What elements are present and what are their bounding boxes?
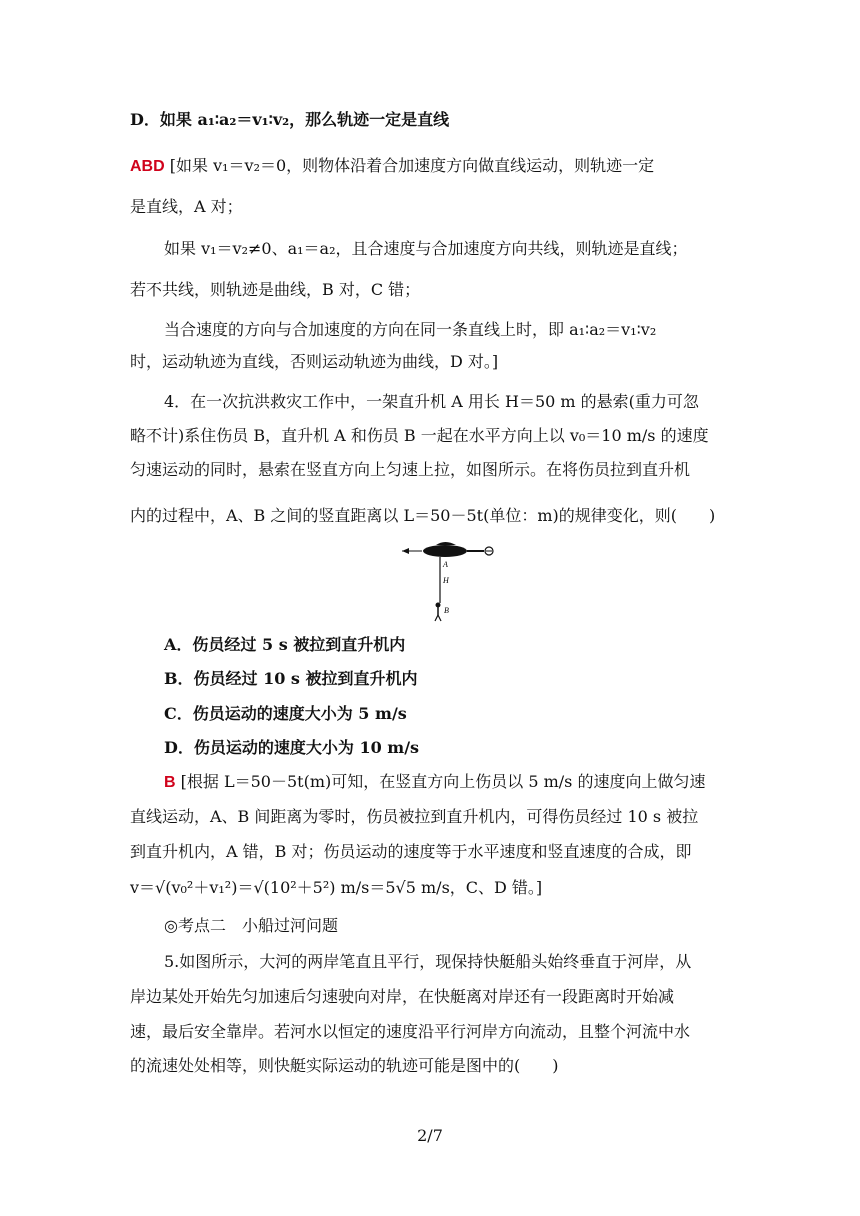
label-a: A [443,560,448,569]
arrow-head-icon [402,548,409,554]
explanation-text: 直线运动，A、B 间距离为零时，伤员被拉到直升机内，可得伤员经过 10 s 被拉 [130,807,699,826]
option-a-q4: A．伤员经过 5 s 被拉到直升机内 [164,635,406,654]
option-c-q4: C．伤员运动的速度大小为 5 m/s [164,704,407,723]
option-b-q4: B．伤员经过 10 s 被拉到直升机内 [164,669,418,688]
explanation-formula: v＝√(v₀²＋v₁²)＝√(10²＋5²) m/s＝5√5 m/s，C、D 错。] [130,878,543,897]
answer-q4-line [164,771,732,794]
section-heading: ◎考点二 小船过河问题 [164,916,338,935]
explanation-text: 到直升机内，A 错，B 对；伤员运动的速度等于水平速度和竖直速度的合成，即 [130,842,692,861]
helicopter-figure [400,535,500,625]
answer-key-q4: B [164,774,176,791]
explanation-text: 当合速度的方向与合加速度的方向在同一条直线上时，即 a₁∶a₂＝v₁∶v₂ [164,320,657,339]
explanation-text: 如果 v₁＝v₂≠0、a₁＝a₂，且合速度与合加速度方向共线，则轨迹是直线； [164,239,688,258]
option-d-q4: D．伤员运动的速度大小为 10 m/s [164,738,420,757]
question-4-text: 略不计)系住伤员 B，直升机 A 和伤员 B 一起在水平方向上以 v₀＝10 m/s 的速度 [130,426,709,445]
question-4-text: 匀速运动的同时，悬索在竖直方向上匀速上拉，如图所示。在将伤员拉到直升机 [130,460,691,479]
label-h: H [443,576,449,585]
person-head-icon [436,603,441,608]
answer-key-q3: ABD [130,158,165,175]
explanation-text: 若不共线，则轨迹是曲线，B 对，C 错； [130,280,421,299]
question-5-text: 的流速处处相等，则快艇实际运动的轨迹可能是图中的( ) [130,1056,559,1075]
option-d-q3: D．如果 a₁∶a₂＝v₁∶v₂，那么轨迹一定是直线 [130,110,450,129]
question-4-text: 4．在一次抗洪救灾工作中，一架直升机 A 用长 H＝50 m 的悬索(重力可忽 [164,392,699,411]
explanation-text: 是直线，A 对； [130,197,243,216]
person-leg [438,615,441,621]
question-5-text: 速，最后安全靠岸。若河水以恒定的速度沿平行河岸方向流动，且整个河流中水 [130,1022,691,1041]
helicopter-cabin [436,542,456,545]
explanation-text: 时，运动轨迹为直线，否则运动轨迹为曲线，D 对。] [130,352,499,371]
helicopter-body [423,545,467,557]
person-leg [435,615,438,621]
explanation-text: [如果 v₁＝v₂＝0，则物体沿着合加速度方向做直线运动，则轨迹一定 [169,156,655,175]
question-4-text: 内的过程中，A、B 之间的竖直距离以 L＝50－5t(单位：m)的规律变化，则( ) [130,506,716,525]
question-5-text: 5.如图所示，大河的两岸笔直且平行，现保持快艇船头始终垂直于河岸，从 [164,952,692,971]
answer-q3-line [130,155,732,178]
explanation-text: [根据 L＝50－5t(m)可知，在竖直方向上伤员以 5 m/s 的速度向上做匀速 [180,772,706,791]
question-5-text: 岸边某处开始先匀加速后匀速驶向对岸，在快艇离对岸还有一段距离时开始减 [130,987,675,1006]
label-b: B [444,606,449,615]
page-number: 2/7 [417,1126,443,1145]
